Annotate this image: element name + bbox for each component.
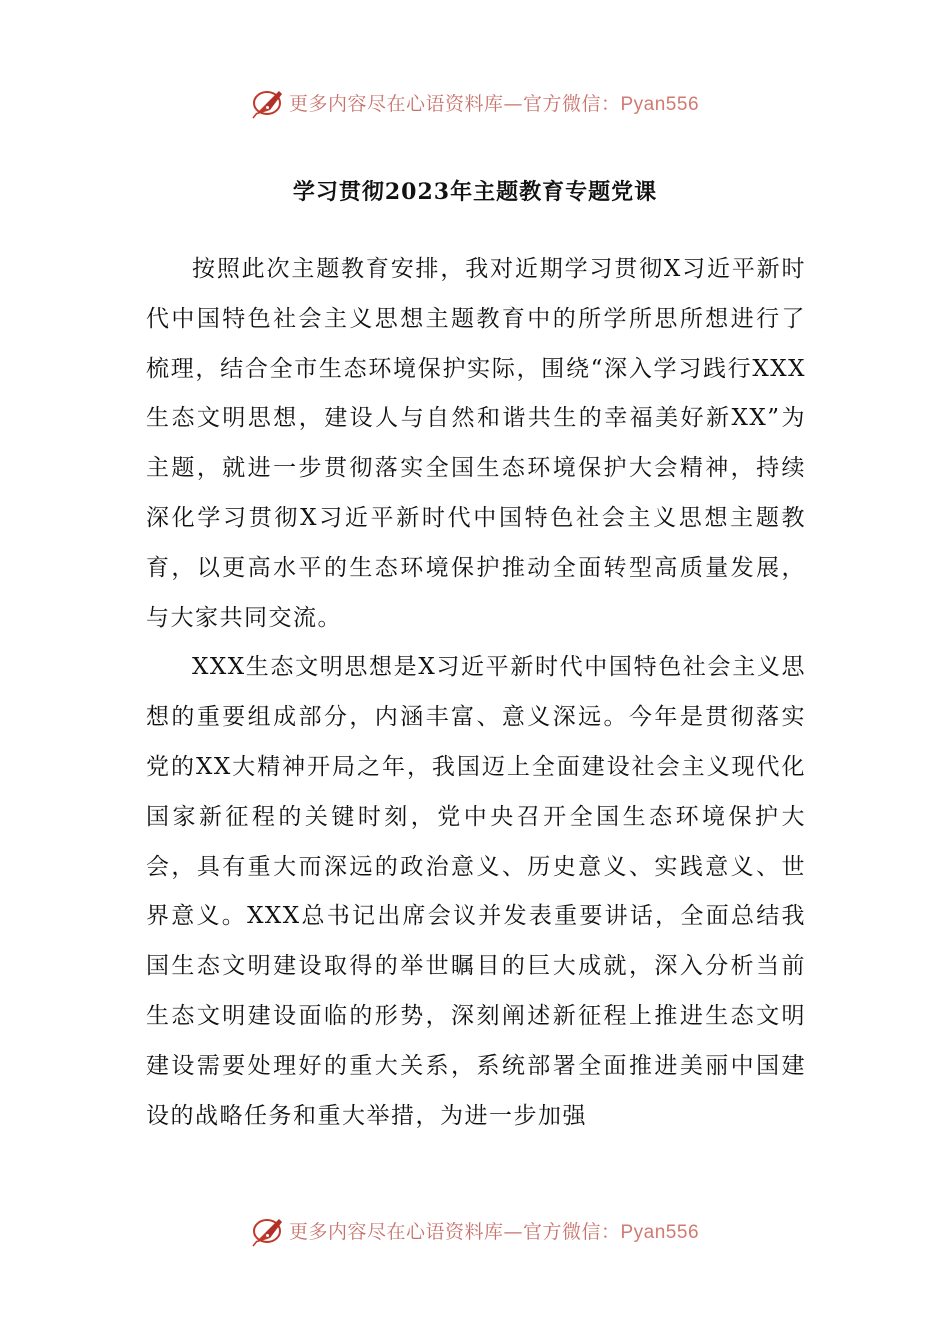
wechat-id: Pyan556 [620,1221,700,1243]
footer-watermark-banner [0,1210,950,1250]
document-body [146,245,806,1145]
banner-text: 更多内容尽在心语资料库—官方微信：Pyan556 [288,1220,700,1243]
paragraph: 按照此次主题教育安排，我对近期学习贯彻X习近平新时代中国特色社会主义思想主题教育中的所学所思所想进行了梳理，结合全市生态环境保护实际，围绕“深入学习践行XXX生态文明思想，建设人与自然和谐共生的幸福美好新XX”为主题，就进一步贯彻落实全国生态环境保护大会精神，持续深化学习贯彻X习近平新时代中国特色社会主义思想主题教育，以更高水平的生态环境保护推动全面转型高质量发展，与大家共同交流。 [146,256,806,631]
banner-text: 更多内容尽在心语资料库—官方微信：Pyan556 [288,92,700,115]
paragraph: XXX生态文明思想是X习近平新时代中国特色社会主义思想的重要组成部分，内涵丰富、意义深远。今年是贯彻落实党的XX大精神开局之年，我国迈上全面建设社会主义现代化国家新征程的关键时刻，党中央召开全国生态环境保护大会，具有重大而深远的政治意义、历史意义、实践意义、世界意义。XXX总书记出席会议并发表重要讲话，全面总结我国生态文明建设取得的举世瞩目的巨大成就，深入分析当前生态文明建设面临的形势，深刻阐述新征程上推进生态文明建设需要处理好的重大关系，系统部署全面推进美丽中国建设的战略任务和重大举措，为进一步加强 [146,654,806,1129]
wechat-id: Pyan556 [620,93,700,115]
header-watermark-banner [0,82,950,122]
pen-nib-logo-icon [251,85,285,119]
document-title: 学习贯彻2023年主题教育专题党课 [292,179,658,205]
pen-nib-logo-icon [251,1213,285,1247]
